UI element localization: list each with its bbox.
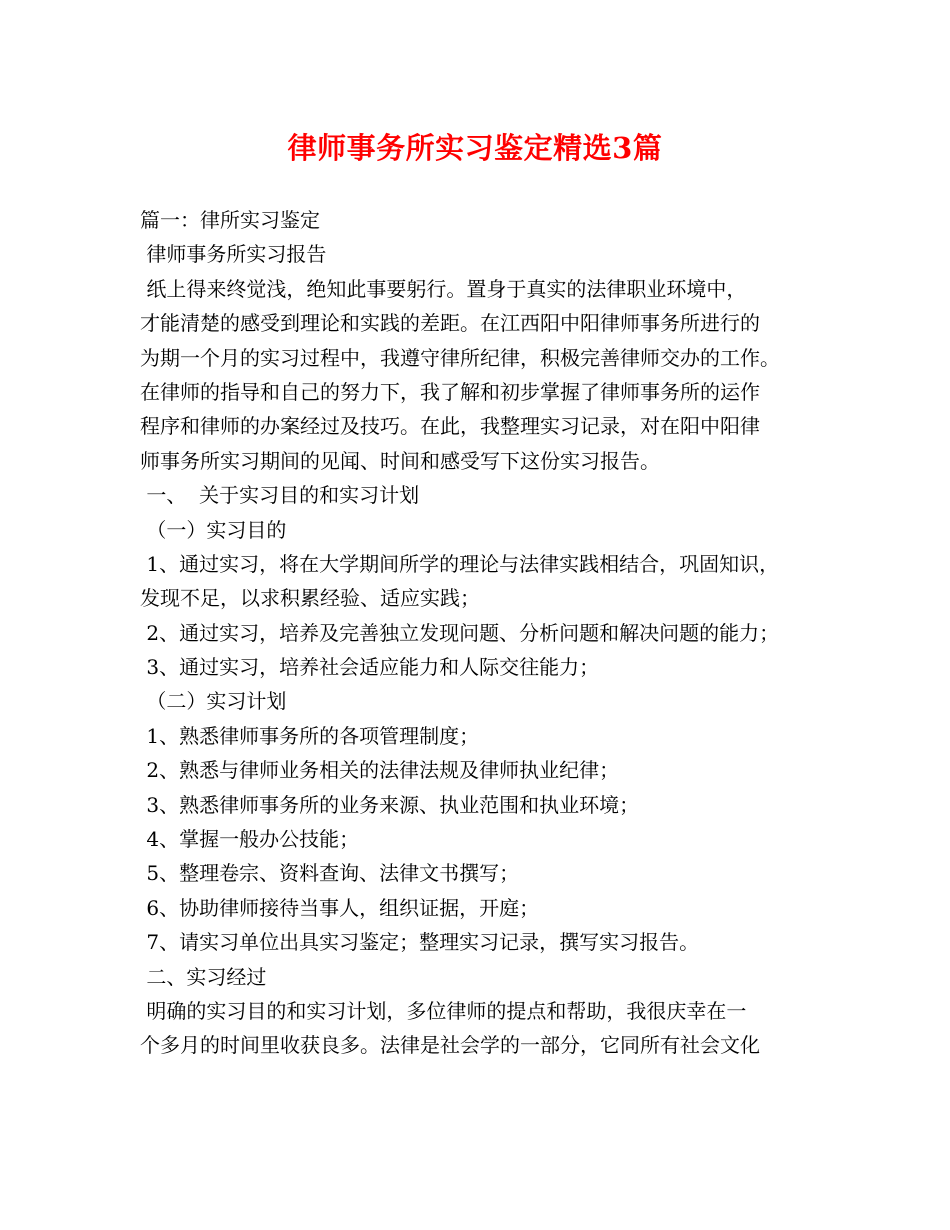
body-line: 个多月的时间里收获良多。法律是社会学的一部分，它同所有社会文化 <box>140 1033 760 1058</box>
body-line: 在律师的指导和自己的努力下，我了解和初步掌握了律师事务所的运作 <box>140 379 760 404</box>
list-item: 3、熟悉律师事务所的业务来源、执业范围和执业环境； <box>140 792 640 817</box>
body-line: 律师事务所实习报告 <box>140 242 327 267</box>
body-line: 师事务所实习期间的见闻、时间和感受写下这份实习报告。 <box>140 448 660 473</box>
body-line: 发现不足，以求积累经验、适应实践； <box>140 586 480 611</box>
list-item: 7、请实习单位出具实习鉴定；整理实习记录，撰写实习报告。 <box>140 930 700 955</box>
document-title: 律师事务所实习鉴定精选3篇 <box>287 131 663 165</box>
list-item: 3、通过实习，培养社会适应能力和人际交往能力； <box>140 655 600 680</box>
body-line: 程序和律师的办案经过及技巧。在此，我整理实习记录，对在阳中阳律 <box>140 414 760 439</box>
subsection-heading: （一）实习目的 <box>140 517 287 542</box>
list-item: 2、通过实习，培养及完善独立发现问题、分析问题和解决问题的能力； <box>140 620 780 645</box>
subsection-heading: （二）实习计划 <box>140 689 287 714</box>
section-heading: 一、 关于实习目的和实习计划 <box>140 483 420 508</box>
section-heading: 二、实习经过 <box>140 964 267 989</box>
body-line: 明确的实习目的和实习计划，多位律师的提点和帮助，我很庆幸在一 <box>140 998 747 1023</box>
list-item: 1、熟悉律师事务所的各项管理制度； <box>140 723 480 748</box>
body-line: 纸上得来终觉浅，绝知此事要躬行。置身于真实的法律职业环境中， <box>140 276 747 301</box>
body-line: 篇一：律所实习鉴定 <box>140 208 320 232</box>
body-line: 才能清楚的感受到理论和实践的差距。在江西阳中阳律师事务所进行的 <box>140 311 760 336</box>
body-line: 为期一个月的实习过程中，我遵守律所纪律，积极完善律师交办的工作。 <box>140 345 780 370</box>
list-item: 1、通过实习，将在大学期间所学的理论与法律实践相结合，巩固知识， <box>140 551 780 576</box>
list-item: 5、整理卷宗、资料查询、法律文书撰写； <box>140 861 520 886</box>
list-item: 2、熟悉与律师业务相关的法律法规及律师执业纪律； <box>140 758 620 783</box>
list-item: 6、协助律师接待当事人，组织证据，开庭； <box>140 895 540 920</box>
list-item: 4、掌握一般办公技能； <box>140 827 360 852</box>
document-body <box>140 203 830 1063</box>
